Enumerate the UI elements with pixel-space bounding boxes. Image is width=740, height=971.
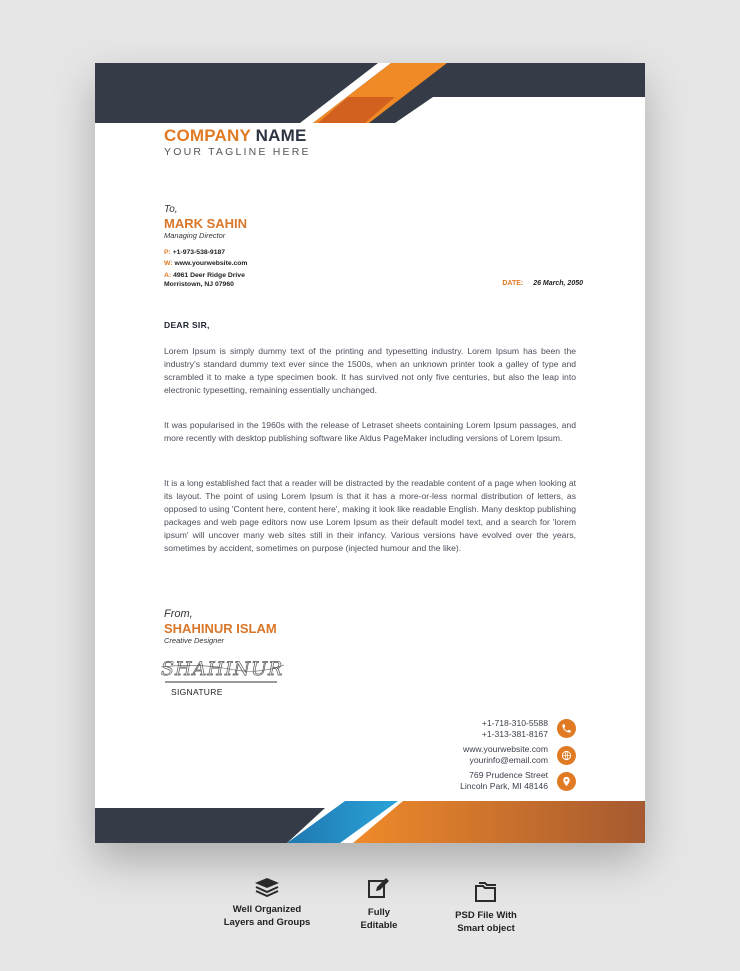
recipient-role: Managing Director — [164, 231, 226, 240]
footer-phone-1: +1-718-310-5588 — [481, 718, 548, 728]
feature-editable-line1: Fully — [367, 907, 391, 918]
greeting: DEAR SIR, — [164, 320, 210, 330]
sender-name: SHAHINUR ISLAM — [164, 621, 277, 636]
footer-email: yourinfo@email.com — [469, 755, 548, 765]
footer-address — [460, 770, 548, 792]
folder-icon — [474, 881, 498, 903]
recipient-phone — [164, 249, 225, 256]
company-name-part1: COMPANY — [164, 126, 251, 145]
feature-psd — [440, 881, 532, 935]
phone-value: +1-973-538-9187 — [172, 249, 226, 256]
layers-icon — [254, 877, 280, 897]
address-key: A: — [164, 272, 172, 279]
letterhead-page — [95, 63, 645, 843]
feature-psd-line1: PSD File With — [455, 910, 517, 921]
sender-role: Creative Designer — [164, 636, 225, 645]
paragraph-1: Lorem Ipsum is simply dummy text of the printing and typesetting industry. Lorem Ipsum has been the industry's standard dummy text ever since the 1500s, when an unknown printer took a galley of type and scrambled it to make a type specimen book. It has survived not only five centuries, but also the leap into electronic typesetting, remaining essentially unchanged. — [164, 346, 576, 396]
company-name — [164, 127, 311, 145]
feature-editable-line2: Editable — [360, 920, 398, 931]
recipient-name: MARK SAHIN — [164, 216, 248, 231]
footer-dark-band — [95, 808, 325, 843]
signature-text: SHAHINUR — [161, 658, 284, 680]
signature-graphic — [159, 653, 289, 685]
phone-key: P: — [164, 249, 171, 256]
recipient-web — [164, 260, 247, 267]
feature-layers-line2: Layers and Groups — [223, 917, 311, 928]
from-label: From, — [164, 608, 193, 620]
footer-phones — [482, 718, 548, 740]
phone-icon — [557, 719, 576, 738]
letter-date — [502, 280, 583, 287]
footer-web: www.yourwebsite.com — [462, 744, 548, 754]
recipient-address-line2: Morristown, NJ 07960 — [164, 281, 234, 288]
company-logo — [164, 127, 311, 158]
footer-address-2: Lincoln Park, MI 48146 — [460, 781, 548, 791]
recipient-address — [164, 272, 245, 279]
feature-layers — [212, 877, 322, 929]
footer-address-1: 769 Prudence Street — [469, 770, 548, 780]
web-value: www.yourwebsite.com — [174, 260, 248, 267]
date-value: 26 March, 2050 — [533, 280, 583, 287]
date-label: DATE: — [502, 280, 524, 287]
signature-label: SIGNATURE — [171, 687, 223, 697]
web-key: W: — [164, 260, 173, 267]
footer-web-email — [463, 744, 548, 766]
address-line1: 4961 Deer Ridge Drive — [173, 272, 245, 279]
paragraph-3: It is a long established fact that a reader will be distracted by the readable content of a page when looking at its layout. The point of using Lorem Ipsum is that it has a more-or-less normal distribution of letters, as opposed to using 'Content here, content here', making it look like readable English. Many desktop publishing packages and web page editors now use Lorem Ipsum as their default model text, and a search for 'lorem ipsum' will uncover many web sites still in their infancy. Various versions have evolved over the years, sometimes by accident, sometimes on purpose (injected humour and the like). — [164, 478, 576, 554]
company-tagline: YOUR TAGLINE HERE — [164, 146, 311, 158]
paragraph-2: It was popularised in the 1960s with the release of Letraset sheets containing Lorem Ipsum passages, and more recently with desktop publishing software like Aldus PageMaker including versions of Lorem Ipsum. — [164, 420, 576, 444]
globe-icon — [557, 746, 576, 765]
feature-psd-line2: Smart object — [457, 923, 515, 934]
location-icon — [557, 772, 576, 791]
company-name-part2: NAME — [255, 126, 307, 145]
footer-orange-band — [353, 801, 645, 843]
feature-editable — [342, 876, 416, 932]
footer-phone-2: +1-313-381-8167 — [481, 729, 548, 739]
edit-icon — [367, 876, 391, 900]
feature-layers-line1: Well Organized — [232, 904, 302, 915]
to-label: To, — [164, 204, 178, 215]
